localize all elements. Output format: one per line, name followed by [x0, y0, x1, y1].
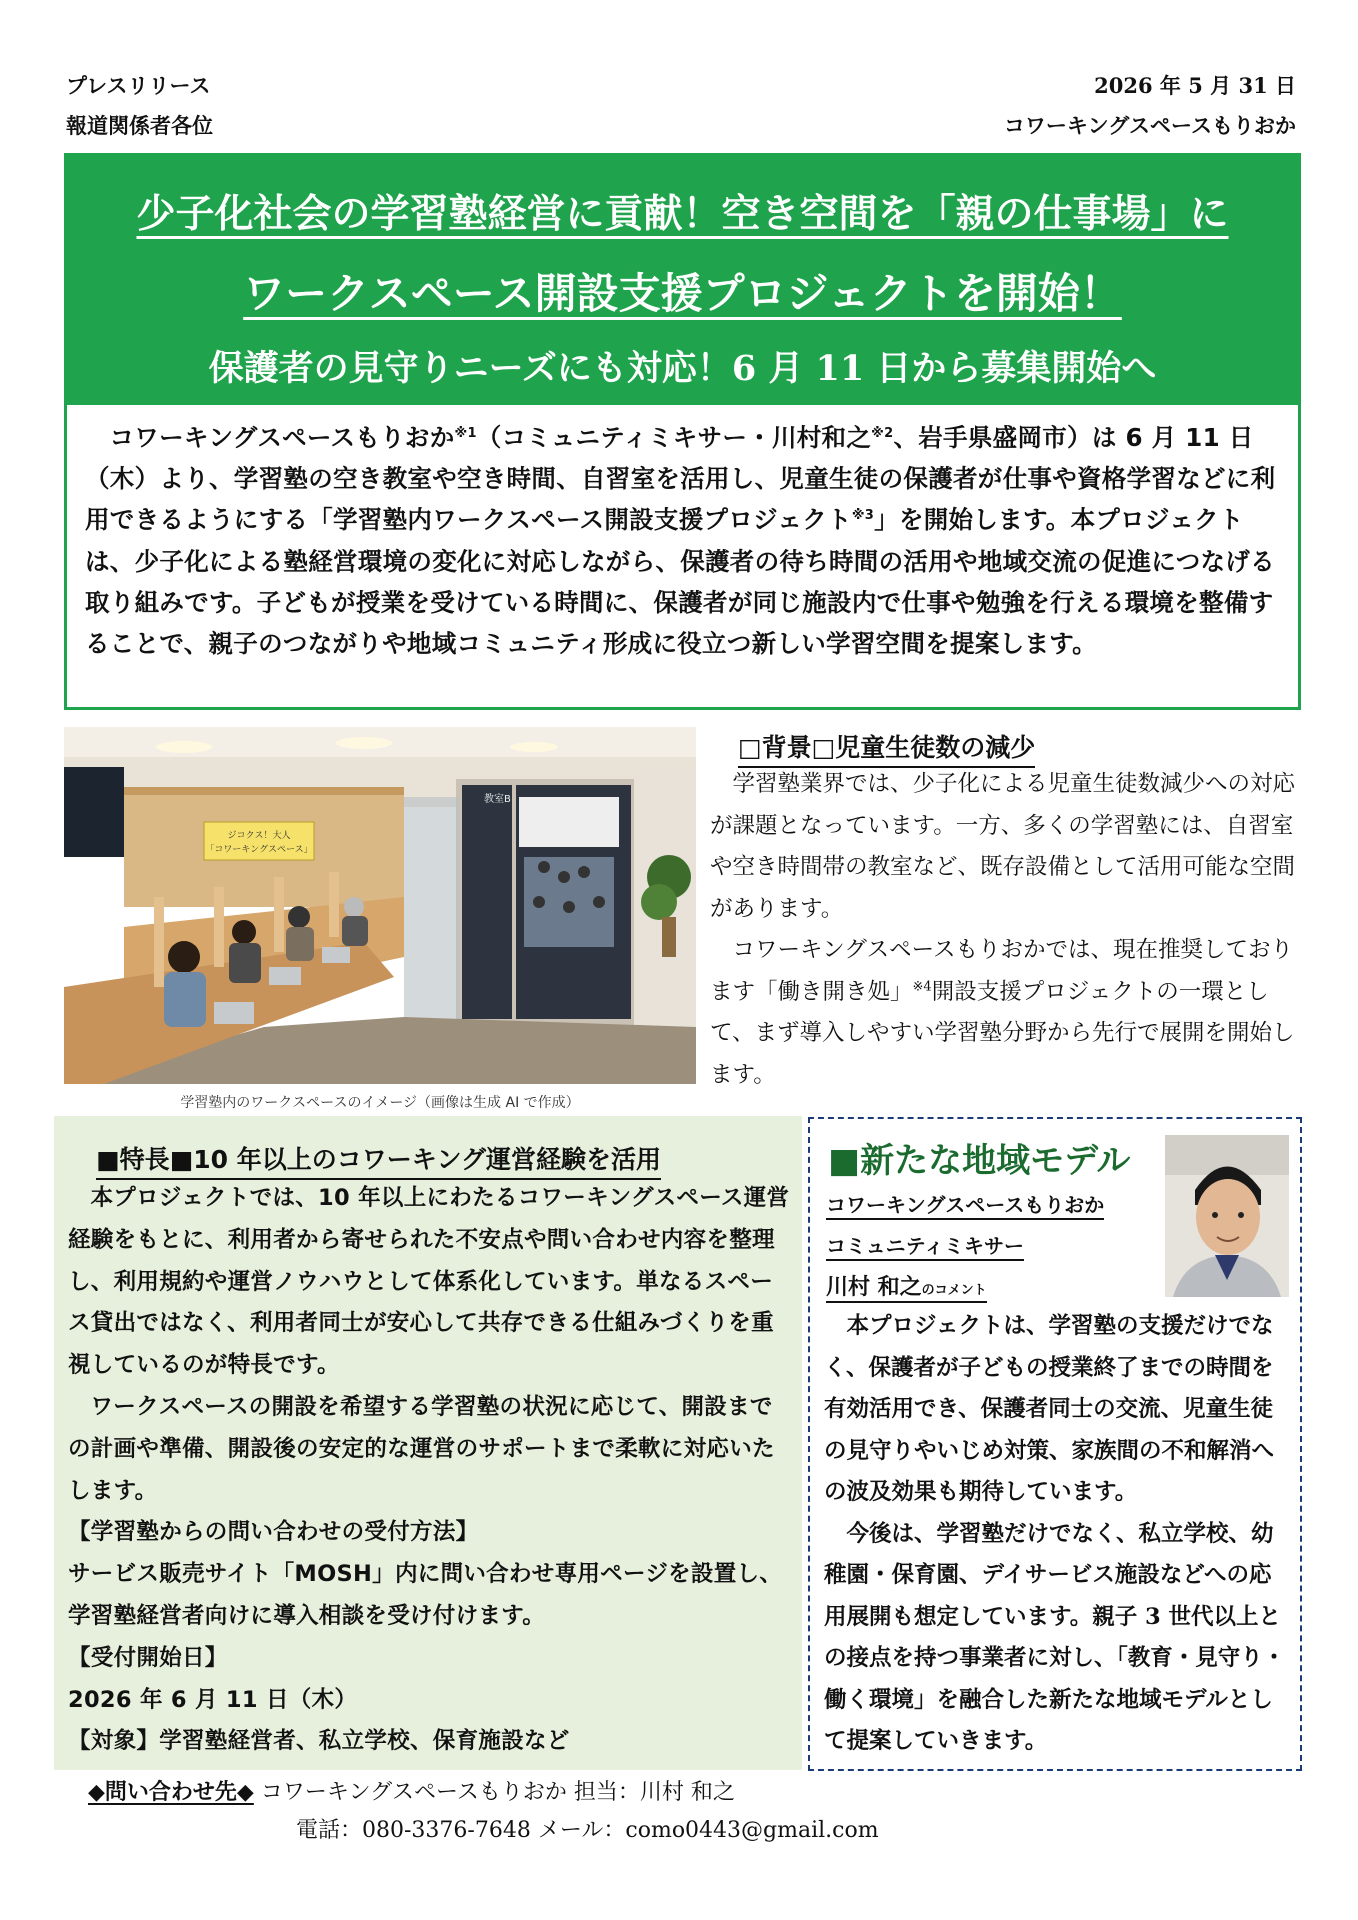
model-body — [824, 1306, 1294, 1763]
background-text-seg: 開設支援プロジェクトの一環として、まず導入しやすい学習塾分野から先行で展開を開始します。 — [710, 978, 1295, 1088]
issuer-org: コワーキングスペースもりおか — [1003, 113, 1296, 138]
release-type: プレスリリース — [66, 73, 211, 98]
model-para-2: 今後は、学習塾だけでなく、私立学校、幼稚園・保育園、デイサービス施設などへの応用展開も想定しています。親子 3 世代以上との接点を持つ事業者に対し、「教育・見守り・働く環境」を融合した新たな地域モデルとして提案していきます。 — [824, 1520, 1286, 1754]
background-para-2 — [710, 930, 1307, 1096]
lead-paragraph — [85, 417, 1285, 664]
lead-org: コワーキングスペースもりおか — [109, 423, 455, 452]
inquiry-text: サービス販売サイト「MOSH」内に問い合わせ専用ページを設置し、学習塾経営者向けに導入相談を受け付けます。 — [68, 1561, 783, 1629]
commenter-info — [826, 1185, 1156, 1311]
contact-line-2: 電話：080-3376-7648 メール：como0443@gmail.com — [296, 1818, 879, 1843]
sign-text-1: ジコクス！大人 — [227, 831, 291, 841]
main-title-line1: 少子化社会の学習塾経営に貢献！空き空間を「親の仕事場」に — [136, 192, 1229, 237]
commenter-org: コワーキングスペースもりおか — [826, 1193, 1104, 1220]
commenter-role: コミュニティミキサー — [826, 1234, 1024, 1261]
background-heading: □背景□児童生徒数の減少 — [738, 728, 1035, 768]
title-banner — [64, 153, 1301, 405]
sign-text-2: 「コワーキングスペース」 — [205, 845, 313, 855]
photo-caption: 学習塾内のワークスペースのイメージ（画像は生成 AI で作成） — [180, 1095, 580, 1111]
start-date: 2026 年 6 月 11 日（木） — [68, 1686, 358, 1713]
portrait-photo — [1165, 1135, 1289, 1297]
features-box — [54, 1116, 802, 1770]
footnote-marker: ※3 — [851, 508, 875, 524]
features-para-1: 本プロジェクトでは、10 年以上にわたるコワーキングスペース運営経験をもとに、利用者から寄せられた不安点や問い合わせ内容を整理し、利用規約や運営ノウハウとして体系化しています。単なるスペース貸出ではなく、利用者同士が安心して共存できる仕組みづくりを重視しているのが特長です。 — [68, 1185, 790, 1379]
footnote-marker: ※4 — [912, 979, 932, 994]
background-text-seg: コワーキングスペースもりおかでは、現在推奨しております「働き開き処」 — [710, 937, 1293, 1005]
main-title-line2: ワークスペース開設支援プロジェクトを開始！ — [243, 269, 1122, 318]
lead-box — [64, 405, 1301, 710]
features-body — [68, 1178, 790, 1763]
commenter-name-text: 川村 和之 — [826, 1275, 922, 1300]
model-heading: ■新たな地域モデル — [828, 1141, 1131, 1181]
start-label: 【受付開始日】 — [68, 1644, 228, 1671]
room-label: 教室B — [484, 794, 511, 805]
background-body — [710, 764, 1307, 1096]
lead-text-seg: 、岩手県盛岡市）は 6 月 11 日（木）より、学習塾の空き教室や空き時間、自習室を活用し、児童生徒の保護者が仕事や資格学習などに利用できるようにする「学習塾内ワークスペース開設支援プロジェクト — [85, 423, 1276, 535]
features-heading: ■特長■10 年以上のコワーキング運営経験を活用 — [96, 1140, 661, 1180]
audience: 報道関係者各位 — [66, 113, 213, 138]
release-date: 2026 年 5 月 31 日 — [1094, 73, 1296, 98]
model-box — [808, 1117, 1302, 1771]
footnote-marker: ※2 — [871, 425, 894, 441]
workspace-photo — [64, 727, 696, 1084]
model-para-1: 本プロジェクトは、学習塾の支援だけでなく、保護者が子どもの授業終了までの時間を有効活用でき、保護者同士の交流、児童生徒の見守りやいじめ対策、家族間の不和解消への波及効果も期待しています。 — [824, 1313, 1275, 1505]
subtitle: 保護者の見守りニーズにも対応！6 月 11 日から募集開始へ — [208, 348, 1157, 389]
lead-text-seg: 」を開始します。本プロジェクトは、少子化による塾経営環境の変化に対応しながら、保護者の待ち時間の活用や地域交流の促進につなげる取り組みです。子どもが授業を受けている時間に、保護者が同じ施設内で仕事や勉強を行える環境を整備することで、親子のつながりや地域コミュニティ形成に役立つ新しい学習空間を提案します。 — [85, 505, 1275, 659]
comment-suffix: のコメント — [921, 1283, 987, 1298]
contact-org-person: コワーキングスペースもりおか 担当：川村 和之 — [260, 1780, 735, 1805]
commenter-name — [826, 1275, 987, 1303]
inquiry-label: 【学習塾からの問い合わせの受付方法】 — [68, 1519, 479, 1546]
features-para-2: ワークスペースの開設を希望する学習塾の状況に応じて、開設までの計画や準備、開設後の安定的な運営のサポートまで柔軟に対応いたします。 — [68, 1393, 775, 1504]
footnote-marker: ※1 — [454, 425, 477, 441]
background-para-1: 学習塾業界では、少子化による児童生徒数減少への対応が課題となっています。一方、多くの学習塾には、自習室や空き時間帯の教室など、既存設備として活用可能な空間があります。 — [710, 771, 1296, 922]
contact-line-1 — [88, 1775, 735, 1806]
contact-label: ◆問い合わせ先◆ — [88, 1780, 254, 1805]
target-audience: 【対象】学習塾経営者、私立学校、保育施設など — [68, 1728, 570, 1755]
lead-text-seg: （コミュニティミキサー・川村和之 — [476, 423, 872, 452]
